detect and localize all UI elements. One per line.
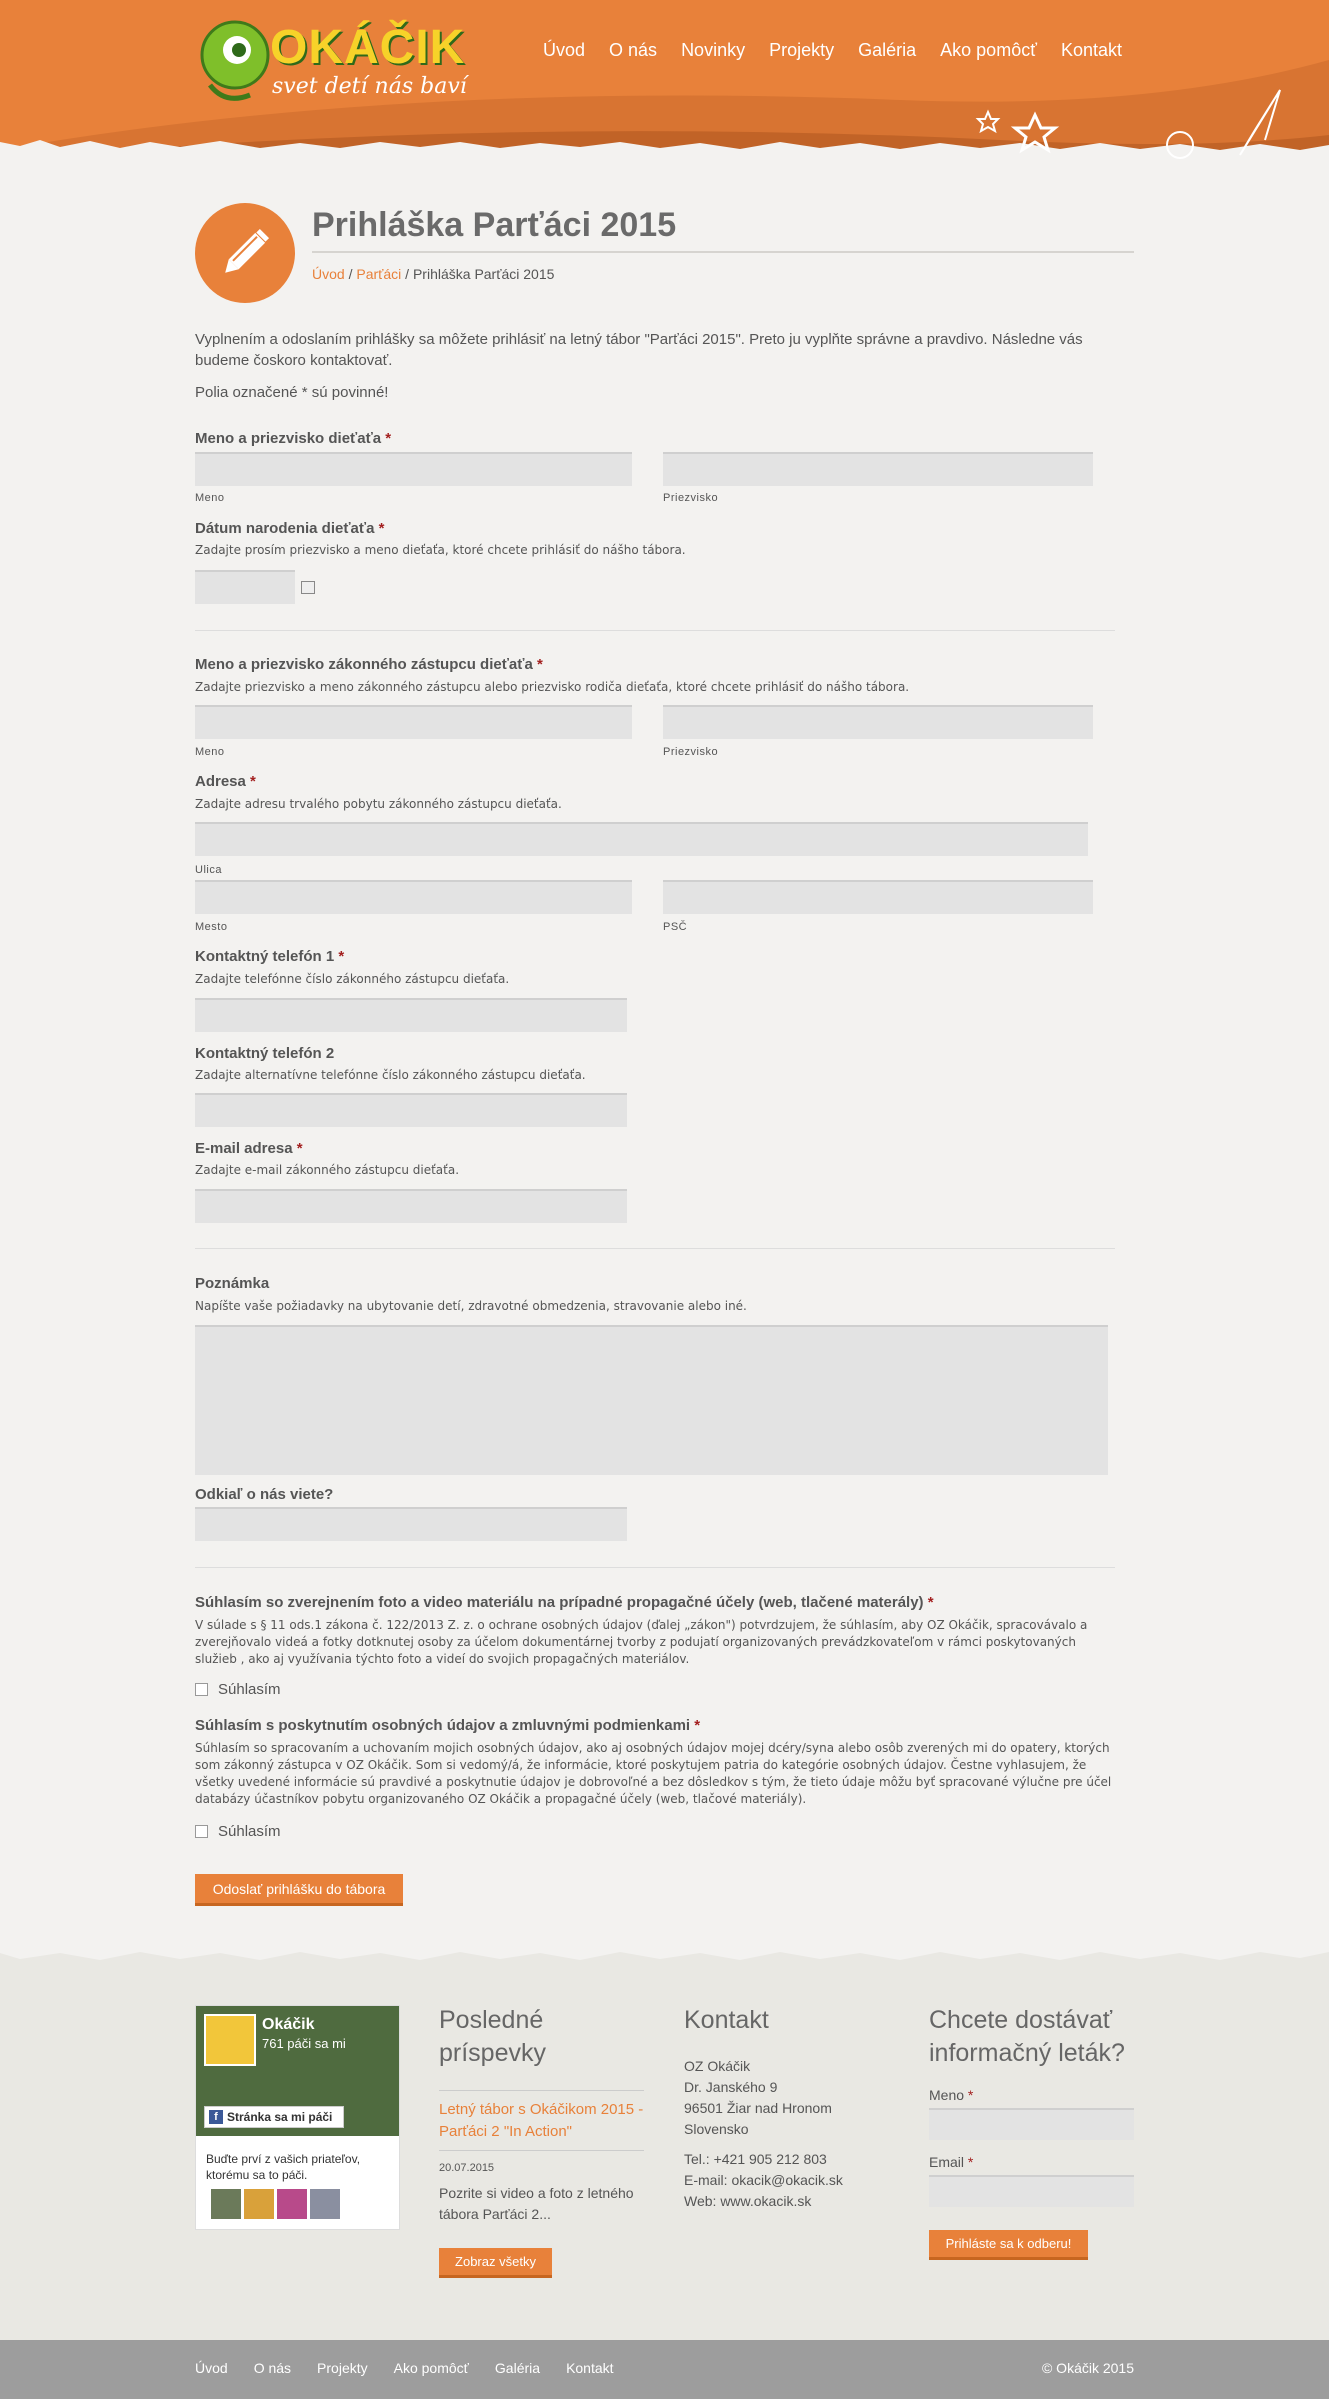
section-divider <box>195 1567 1115 1568</box>
zip-input[interactable] <box>663 880 1093 914</box>
guardian-name-description: Zadajte priezvisko a meno zákonného zástupcu alebo priezvisko rodiča dieťaťa, ktoré chcete prihlásiť do nášho tábora. <box>195 680 910 694</box>
consent-data-text: Súhlasím so spracovaním a uchovaním mojich osobných údajov, ako aj osobných údajov mojej dcéry/syna alebo osôb zverených mi do opatery, ktorých som zákonný zástupca v OZ Okáčik. Som si vedomý/á, že informácie, ktoré poskytujem patria do kategórie osobných údajov. Čestne vyhlasujem, že všetky uvedené informácie sú pravdivé a poskytnutie údajov je dobrovoľné a bez dôsledkov s tým, že tieto údaje môžu byť spracované výlučne pre účel databázy účastníkov pobytu organizovaného OZ Okáčik a propagačné účely (web, tlačové materiály). <box>195 1741 1112 1806</box>
title-divider <box>312 251 1134 253</box>
phone1-label-text: Kontaktný telefón 1 <box>195 948 335 965</box>
email-label <box>195 1140 303 1157</box>
friend-avatar[interactable] <box>277 2189 307 2219</box>
facebook-icon: f <box>209 2110 223 2124</box>
address-label <box>195 773 256 790</box>
pencil-icon <box>195 203 295 303</box>
required-star: * <box>250 773 256 790</box>
bottom-nav-item-projekty[interactable]: Projekty <box>317 2360 368 2376</box>
source-input[interactable] <box>195 1507 627 1541</box>
address-label-text: Adresa <box>195 773 246 790</box>
consent-data-checkbox[interactable] <box>195 1825 208 1838</box>
required-note: Polia označené * sú povinné! <box>195 384 389 401</box>
footer-torn-edge <box>0 1940 1329 1970</box>
contact-web[interactable]: Web: www.okacik.sk <box>684 2193 812 2209</box>
facebook-widget <box>195 2005 400 2230</box>
guardian-first-name-input[interactable] <box>195 705 632 739</box>
page-title: Prihláška Parťáci 2015 <box>312 206 677 244</box>
birth-date-description: Zadajte prosím priezvisko a meno dieťaťa, ktoré chcete prihlásiť do nášho tábora. <box>195 543 686 557</box>
consent-media-label-text: Súhlasím so zverejnením foto a video materiálu na prípadné propagačné účely (web, tlačené materály) <box>195 1594 924 1611</box>
required-star: * <box>927 1594 934 1611</box>
child-first-name-sublabel: Meno <box>195 492 225 504</box>
source-label: Odkiaľ o nás viete? <box>195 1486 334 1503</box>
breadcrumb-separator: / <box>344 266 357 282</box>
nav-item-uvod[interactable]: Úvod <box>543 40 586 60</box>
breadcrumb-current: Prihláška Parťáci 2015 <box>412 266 555 282</box>
post-link[interactable]: Letný tábor s Okáčikom 2015 - Parťáci 2 "In Action" <box>439 2101 644 2140</box>
required-star: * <box>694 1717 701 1734</box>
phone1-input[interactable] <box>195 998 627 1032</box>
phone1-label <box>195 948 344 965</box>
facebook-page-name[interactable]: Okáčik <box>262 2016 315 2033</box>
street-input[interactable] <box>195 822 1088 856</box>
breadcrumb <box>312 266 554 282</box>
section-divider <box>195 1248 1115 1249</box>
copyright: © Okáčik 2015 <box>1041 2360 1134 2376</box>
intro-text: Vyplnením a odoslaním prihlášky sa môžete prihlásiť na letný tábor "Parťáci 2015". Preto ju vyplňte správne a pravdivo. Následne vás budeme čoskoro kontaktovať. <box>195 331 1083 369</box>
contact-title: Kontakt <box>684 2006 769 2034</box>
submit-application-button[interactable]: Odoslať prihlášku do tábora <box>195 1874 403 1906</box>
nav-item-ako-pomoct[interactable]: Ako pomôcť <box>940 40 1037 60</box>
note-description: Napíšte vaše požiadavky na ubytovanie detí, zdravotné obmedzenia, stravovanie alebo iné. <box>195 1299 747 1313</box>
guardian-last-name-sublabel: Priezvisko <box>663 746 719 758</box>
child-last-name-sublabel: Priezvisko <box>663 492 719 504</box>
birth-date-label <box>195 520 384 537</box>
bottom-nav <box>195 2360 640 2376</box>
friend-avatar[interactable] <box>244 2189 274 2219</box>
contact-line: 96501 Žiar nad Hronom <box>684 2100 832 2116</box>
newsletter-email-label-text: Email <box>929 2154 965 2170</box>
contact-line: OZ Okáčik <box>684 2058 751 2074</box>
newsletter-email-label <box>929 2154 973 2170</box>
required-star: * <box>378 520 385 537</box>
newsletter-email-input[interactable] <box>929 2175 1134 2207</box>
bottom-nav-item-galeria[interactable]: Galéria <box>494 2360 541 2376</box>
contact-email[interactable]: E-mail: okacik@okacik.sk <box>684 2172 843 2188</box>
breadcrumb-parent[interactable]: Parťáci <box>356 266 402 282</box>
bottom-nav-item-uvod[interactable]: Úvod <box>195 2360 228 2376</box>
child-last-name-input[interactable] <box>663 452 1093 486</box>
required-star: * <box>338 948 345 965</box>
section-divider <box>195 630 1115 631</box>
consent-media-checkbox-label[interactable]: Súhlasím <box>218 1681 281 1698</box>
newsletter-name-input[interactable] <box>929 2108 1134 2140</box>
required-star: * <box>296 1140 303 1157</box>
phone2-description: Zadajte alternatívne telefónne číslo zákonného zástupcu dieťaťa. <box>195 1068 586 1082</box>
newsletter-name-label-text: Meno <box>929 2087 965 2103</box>
facebook-friends-text: Buďte prví z vašich priateľov, ktorému sa to páči. <box>206 2152 361 2182</box>
contact-line: Slovensko <box>684 2121 749 2137</box>
email-label-text: E-mail adresa <box>195 1140 293 1157</box>
birth-date-label-text: Dátum narodenia dieťaťa <box>195 520 375 537</box>
nav-item-galeria[interactable]: Galéria <box>858 40 917 60</box>
required-star: * <box>967 2087 974 2103</box>
post-excerpt: Pozrite si video a foto z letného tábora Parťáci 2... <box>439 2185 634 2222</box>
site-header <box>0 0 1329 165</box>
page-title-badge <box>195 203 295 303</box>
facebook-like-button-label: Stránka sa mi páči <box>227 2110 333 2124</box>
newsletter-subscribe-button[interactable]: Prihláste sa k odberu! <box>929 2230 1088 2260</box>
note-label: Poznámka <box>195 1275 270 1292</box>
consent-data-checkbox-label[interactable]: Súhlasím <box>218 1823 281 1840</box>
guardian-last-name-input[interactable] <box>663 705 1093 739</box>
address-description: Zadajte adresu trvalého pobytu zákonného zástupcu dieťaťa. <box>195 797 562 811</box>
bottom-nav-item-o-nas[interactable]: O nás <box>253 2360 292 2376</box>
bottom-nav-item-ako-pomoct[interactable]: Ako pomôcť <box>393 2360 469 2376</box>
posts-divider <box>439 2090 644 2091</box>
phone2-label: Kontaktný telefón 2 <box>195 1045 335 1062</box>
consent-media-text: V súlade s § 11 ods.1 zákona č. 122/2013 Z. z. o ochrane osobných údajov (ďalej „zákon") potvrdzujem, že súhlasím, aby OZ Okáčik, spracovávalo a zverejňovalo videá a fotky dotknutej osoby za účelom dokumentárnej tvorby z podujatí organizovaných prevádzkovateľom v rámci poskytovaných služieb , ako aj využívania týchto foto a videí do svojich propagačných materiálov. <box>195 1618 1088 1666</box>
child-name-label <box>195 430 391 447</box>
city-input[interactable] <box>195 880 632 914</box>
nav-item-o-nas[interactable]: O nás <box>609 40 658 60</box>
show-all-posts-button[interactable]: Zobraz všetky <box>439 2248 552 2278</box>
calendar-icon[interactable] <box>301 581 315 594</box>
friend-avatar[interactable] <box>310 2189 340 2219</box>
zip-sublabel: PSČ <box>663 921 688 933</box>
phone2-input[interactable] <box>195 1093 627 1127</box>
breadcrumb-home[interactable]: Úvod <box>312 266 345 282</box>
newsletter-name-label <box>929 2087 973 2103</box>
main-nav <box>543 40 1146 61</box>
note-textarea[interactable] <box>195 1325 1108 1475</box>
required-star: * <box>967 2154 974 2170</box>
guardian-name-label <box>195 656 543 673</box>
breadcrumb-separator: / <box>401 266 413 282</box>
consent-media-label <box>195 1594 1120 1611</box>
contact-phone: Tel.: +421 905 212 803 <box>684 2151 827 2167</box>
required-star: * <box>385 430 392 447</box>
consent-data-label-text: Súhlasím s poskytnutím osobných údajov a zmluvnými podmienkami <box>195 1717 691 1734</box>
phone1-description: Zadajte telefónne číslo zákonného zástupcu dieťaťa. <box>195 972 510 986</box>
newsletter-title: Chcete dostávať informačný leták? <box>929 2006 1125 2067</box>
guardian-first-name-sublabel: Meno <box>195 746 225 758</box>
posts-title: Posledné príspevky <box>439 2006 546 2067</box>
email-input[interactable] <box>195 1189 627 1223</box>
child-name-label-text: Meno a priezvisko dieťaťa <box>195 430 382 447</box>
bottom-bar <box>0 2340 1329 2399</box>
friend-avatar[interactable] <box>211 2189 241 2219</box>
contact-line: Dr. Janského 9 <box>684 2079 778 2095</box>
logo-title[interactable]: OKÁČIK <box>270 21 466 74</box>
facebook-avatar[interactable] <box>204 2014 256 2066</box>
facebook-likes-count: 761 páči sa mi <box>262 2036 346 2051</box>
nav-item-kontakt[interactable]: Kontakt <box>1060 40 1122 60</box>
guardian-name-label-text: Meno a priezvisko zákonného zástupcu dieťaťa <box>195 656 533 673</box>
bottom-nav-item-kontakt[interactable]: Kontakt <box>566 2360 614 2376</box>
posts-divider <box>439 2150 644 2151</box>
city-sublabel: Mesto <box>195 921 228 933</box>
nav-item-projekty[interactable]: Projekty <box>769 40 835 60</box>
required-star: * <box>536 656 543 673</box>
logo-subtitle: svet detí nás baví <box>272 74 467 99</box>
email-description: Zadajte e-mail zákonného zástupcu dieťaťa. <box>195 1163 460 1177</box>
nav-item-novinky[interactable]: Novinky <box>681 40 746 60</box>
street-sublabel: Ulica <box>195 864 222 876</box>
child-first-name-input[interactable] <box>195 452 632 486</box>
consent-media-checkbox[interactable] <box>195 1683 208 1696</box>
facebook-like-button[interactable] <box>204 2106 344 2128</box>
post-date: 20.07.2015 <box>439 2162 495 2174</box>
birth-date-input[interactable] <box>195 570 295 604</box>
consent-data-label <box>195 1717 1120 1734</box>
